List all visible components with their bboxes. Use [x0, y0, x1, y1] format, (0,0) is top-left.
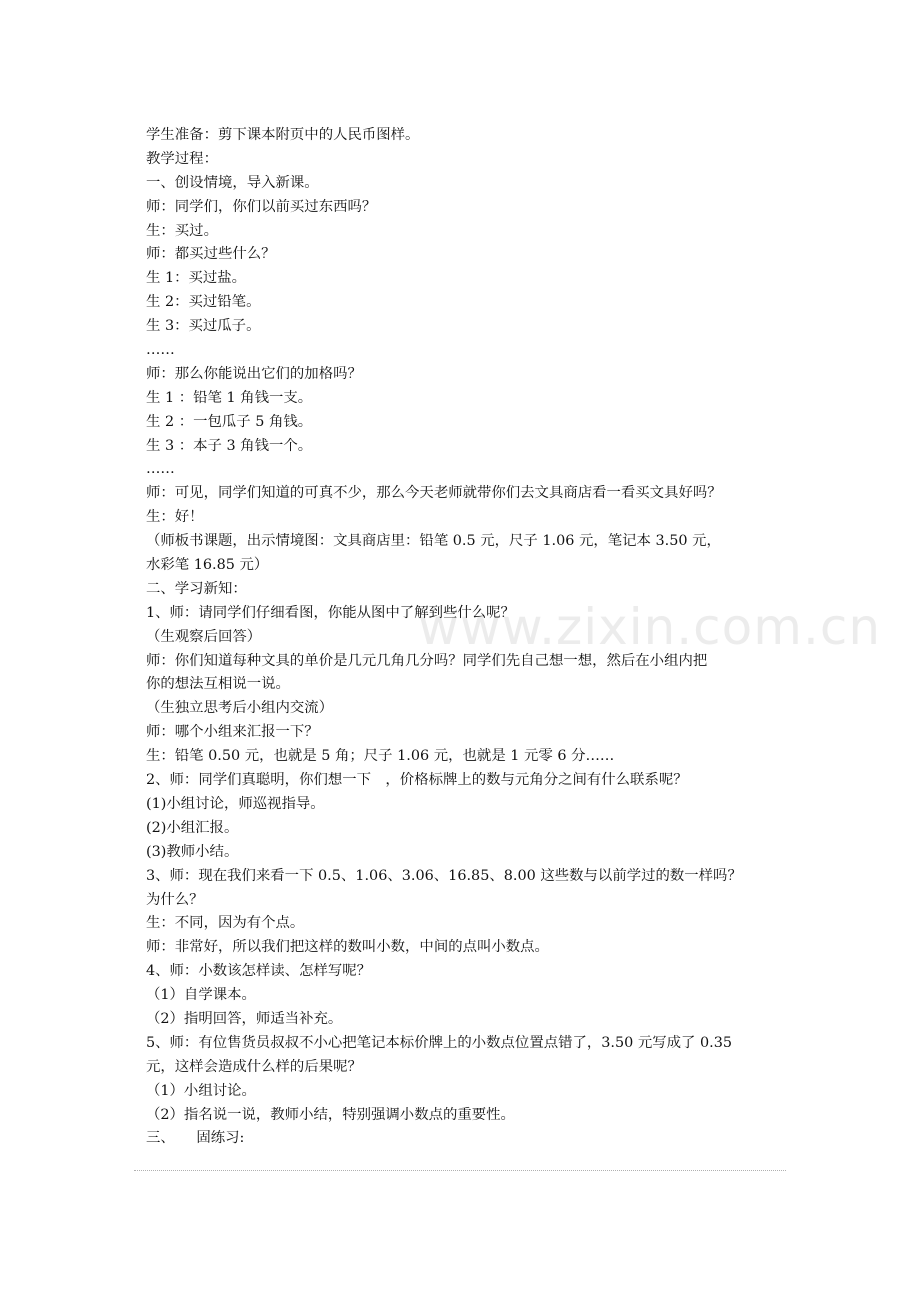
text-line: 师：你们知道每种文具的单价是几元几角几分吗？同学们先自己想一想，然后在小组内把: [146, 652, 708, 669]
text-line: （生观察后回答）: [146, 628, 262, 645]
text-line: 你的想法互相说一说。: [146, 676, 290, 693]
lesson-plan-text: [146, 124, 786, 1151]
text-line: 生 1 ：铅笔 1 角钱一支。: [146, 389, 313, 406]
text-line: 4、师：小数该怎样读、怎样写呢？: [146, 963, 372, 980]
text-line: 生 3 ：本子 3 角钱一个。: [146, 437, 313, 454]
section-heading: 二、学习新知：: [146, 580, 247, 597]
text-line: 生：不同，因为有个点。: [146, 915, 305, 932]
watermark: www.zixin.com.cn: [418, 598, 882, 656]
section-heading: 一、创设情境，导入新课。: [146, 174, 319, 191]
ellipsis-line: ……: [146, 461, 175, 478]
text-line: 师：那么你能说出它们的加格吗？: [146, 365, 362, 382]
text-line: 3、师：现在我们来看一下 0.5、1.06、3.06、16.85、8.00 这些数与以前学过的数一样吗？: [146, 867, 742, 884]
text-line: 生 2：买过铅笔。: [146, 294, 261, 311]
text-line: 生 2 ：一包瓜子 5 角钱。: [146, 413, 313, 430]
text-line: 师：可见，同学们知道的可真不少，那么今天老师就带你们去文具商店看一看买文具好吗？: [146, 485, 722, 502]
text-line: 学生准备：剪下课本附页中的人民币图样。: [146, 127, 420, 143]
text-line: 教学过程：: [146, 150, 218, 167]
text-line: 水彩笔 16.85 元）: [146, 557, 269, 574]
text-line: 生：好！: [146, 509, 204, 526]
text-line: （生独立思考后小组内交流）: [146, 700, 334, 717]
text-line: 生：铅笔 0.50 元，也就是 5 角；尺子 1.06 元，也就是 1 元零 6 分……: [146, 748, 615, 765]
ellipsis-line: ……: [146, 342, 175, 359]
text-line: (1)小组讨论，师巡视指导。: [146, 795, 325, 812]
text-line: 生：买过。: [146, 222, 218, 239]
text-line: 元，这样会造成什么样的后果呢？: [146, 1058, 362, 1075]
text-line: (2)小组汇报。: [146, 819, 239, 836]
text-line: （师板书课题，出示情境图：文具商店里：铅笔 0.5 元，尺子 1.06 元，笔记本 3.50 元，: [146, 533, 721, 550]
text-line: 师：哪个小组来汇报一下？: [146, 724, 319, 741]
text-line: （1）自学课本。: [146, 987, 256, 1004]
text-line: 生 3：买过瓜子。: [146, 318, 261, 335]
text-line: 生 1：买过盐。: [146, 270, 247, 287]
text-line: (3)教师小结。: [146, 843, 239, 860]
footer-divider: [134, 1170, 786, 1171]
section-heading: 三、 固练习:: [146, 1130, 245, 1147]
text-line: 2、师：同学们真聪明，你们想一下 ，价格标牌上的数与元角分之间有什么联系呢？: [146, 772, 688, 789]
text-line: 师：都买过些什么？: [146, 246, 276, 263]
text-line: 师：非常好，所以我们把这样的数叫小数，中间的点叫小数点。: [146, 939, 549, 956]
text-line: （2）指明回答，师适当补充。: [146, 1010, 343, 1027]
text-line: 5、师：有位售货员叔叔不小心把笔记本标价牌上的小数点位置点错了，3.50 元写成了 0.35: [146, 1034, 733, 1051]
text-line: 师：同学们，你们以前买过东西吗？: [146, 198, 377, 215]
text-line: 1、师：请同学们仔细看图，你能从图中了解到些什么呢？: [146, 604, 515, 621]
text-line: （1）小组讨论。: [146, 1082, 256, 1099]
text-line: （2）指名说一说，教师小结，特别强调小数点的重要性。: [146, 1106, 515, 1123]
text-line: 为什么？: [146, 891, 204, 908]
